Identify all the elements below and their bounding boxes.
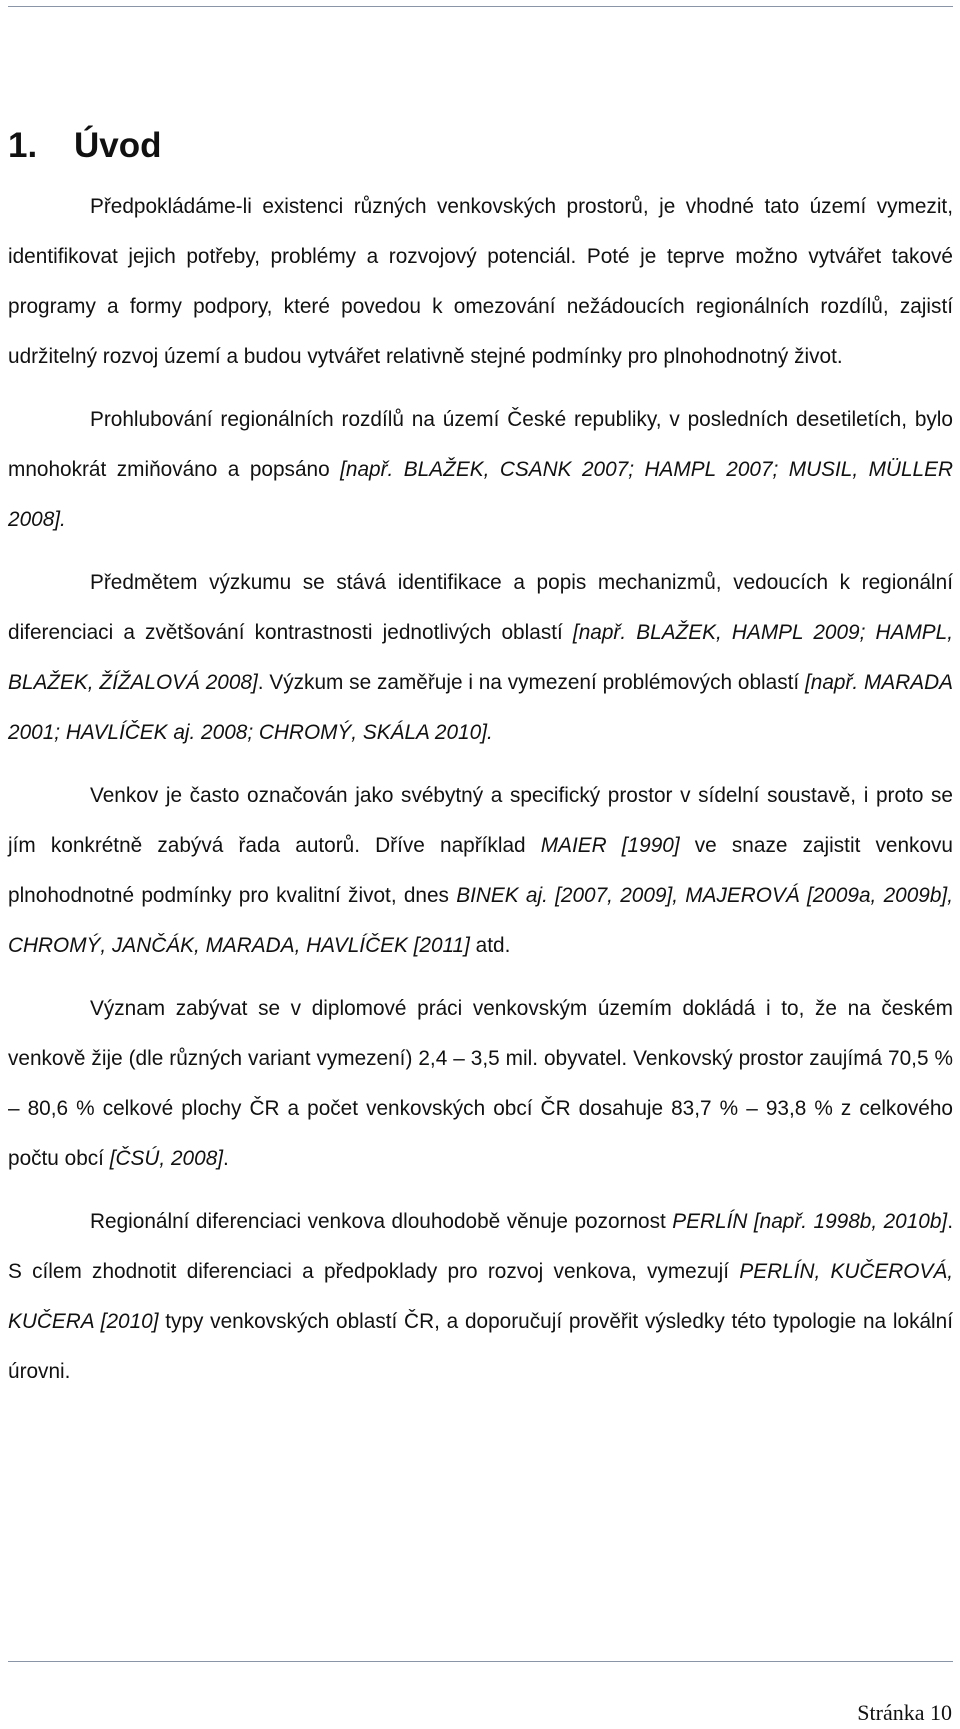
paragraph [8, 182, 953, 382]
paragraph-text: Prohlubování regionálních rozdílů na území České republiky, v posledních desetiletích, bylo mnohokrát zmiňováno a popsáno [8, 408, 953, 481]
paragraph-text: . [223, 1147, 229, 1170]
paragraph [8, 984, 953, 1184]
paragraph-text: ve snaze zajistit venkovu plnohodnotné podmínky pro kvalitní život, dnes [8, 834, 953, 907]
header-rule [8, 6, 953, 7]
paragraph [8, 771, 953, 971]
paragraph-text: typy venkovských oblastí ČR, a doporučují prověřit výsledky této typologie na lokální úrovni. [8, 1310, 953, 1383]
citation: PERLÍN [např. 1998b, 2010b] [672, 1210, 948, 1233]
paragraph-text: Venkov je často označován jako svébytný a specifický prostor v sídelní soustavě, i proto se jím konkrétně zabývá řada autorů. Dříve například [8, 784, 953, 857]
paragraph-text: . S cílem zhodnotit diferenciaci a předpoklady pro rozvoj venkova, vymezují [8, 1210, 953, 1283]
paragraph-text: atd. [469, 934, 511, 957]
body-text [8, 182, 953, 1410]
chapter-number: 1. [8, 126, 38, 165]
citation: MAIER [1990] [540, 834, 680, 857]
footer-rule [8, 1661, 953, 1662]
paragraph-text: Předpokládáme-li existenci různých venkovských prostorů, je vhodné tato území vymezit, identifikovat jejich potřeby, problémy a rozvojový potenciál. Poté je teprve možno vytvářet takové programy a formy podpory, které povedou k omezování nežádoucích regionálních rozdílů, zajistí udržitelný rozvoj území a budou vytvářet relativně stejné podmínky pro plnohodnotný život. [8, 195, 953, 368]
citation: [např. BLAŽEK, HAMPL 2009; HAMPL, BLAŽEK, ŽÍŽALOVÁ 2008] [8, 621, 953, 694]
paragraph [8, 395, 953, 545]
paragraph [8, 558, 953, 758]
citation: BINEK aj. [2007, 2009], MAJEROVÁ [2009a, 2009b], CHROMÝ, JANČÁK, MARADA, HAVLÍČEK [2011] [8, 884, 953, 957]
paragraph-text: Význam zabývat se v diplomové práci venkovským územím dokládá i to, že na českém venkově žije (dle různých variant vymezení) 2,4 – 3,5 mil. obyvatel. Venkovský prostor zaujímá 70,5 % – 80,6 % celkové plochy ČR a počet venkovských obcí ČR dosahuje 83,7 % – 93,8 % z celkového počtu obcí [8, 997, 953, 1170]
paragraph [8, 1197, 953, 1397]
page-number: Stránka 10 [857, 1700, 952, 1725]
chapter-heading [8, 128, 162, 163]
citation: [ČSÚ, 2008] [109, 1147, 224, 1170]
paragraph-text: Regionální diferenciaci venkova dlouhodobě věnuje pozornost [90, 1210, 673, 1233]
paragraph-text: . Výzkum se zaměřuje i na vymezení problémových oblastí [257, 671, 805, 694]
paragraph-text: Předmětem výzkumu se stává identifikace a popis mechanizmů, vedoucích k regionální diferenciaci a zvětšování kontrastnosti jednotlivých oblastí [8, 571, 953, 644]
citation: [např. BLAŽEK, CSANK 2007; HAMPL 2007; MUSIL, MÜLLER 2008]. [8, 458, 953, 531]
chapter-title: Úvod [74, 126, 162, 165]
citation: [např. MARADA 2001; HAVLÍČEK aj. 2008; CHROMÝ, SKÁLA 2010]. [8, 671, 953, 744]
citation: PERLÍN, KUČEROVÁ, KUČERA [2010] [8, 1260, 953, 1333]
